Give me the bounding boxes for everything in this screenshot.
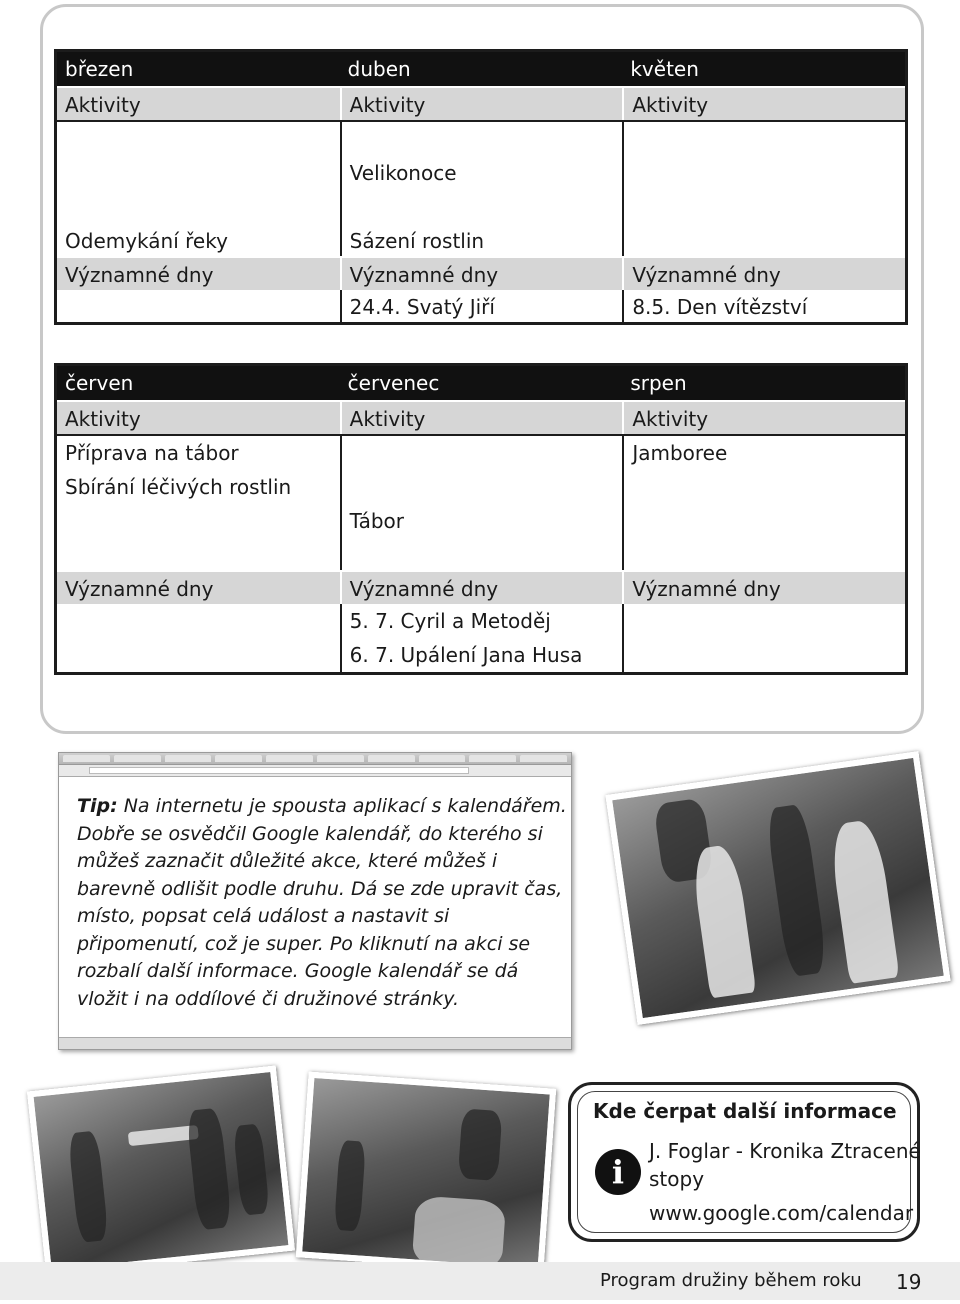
days-label: Významné dny (65, 263, 214, 287)
browser-address-bar (59, 765, 571, 777)
days-cell (57, 290, 340, 322)
day-item (632, 604, 905, 638)
day-item (65, 604, 340, 638)
tip-label: Tip: (77, 795, 118, 817)
activity-item (65, 122, 340, 156)
days-label: Významné dny (340, 572, 623, 604)
page-footer (0, 1262, 960, 1300)
days-cell (340, 604, 623, 672)
photo-hay-bale (296, 1072, 556, 1275)
page-number: 19 (896, 1270, 922, 1294)
days-label-row (57, 256, 905, 290)
days-row (57, 604, 905, 672)
month-header-row (57, 366, 905, 400)
month-header: květen (630, 57, 699, 81)
days-cell (622, 290, 905, 322)
info-box (568, 1082, 920, 1242)
activity-item: Sázení rostlin (349, 229, 485, 253)
activity-item (632, 122, 905, 156)
month-header: duben (347, 57, 411, 81)
tip-box (58, 752, 572, 1050)
activities-row (57, 120, 905, 256)
activities-label-row (57, 400, 905, 434)
activities-label: Aktivity (622, 402, 905, 434)
photo-mummy-game (605, 751, 950, 1025)
footer-title: Program družiny během roku (600, 1270, 862, 1291)
activities-label: Aktivity (65, 93, 141, 117)
month-header: březen (65, 57, 134, 81)
days-label: Významné dny (340, 258, 623, 290)
calendar-table-summer (54, 363, 908, 675)
days-cell (622, 604, 905, 672)
month-header: červenec (347, 371, 440, 395)
day-item: 8.5. Den vítězství (632, 295, 808, 319)
days-row (57, 290, 905, 322)
activity-item: Tábor (349, 509, 404, 533)
month-header: červen (65, 371, 134, 395)
activities-cell (622, 122, 905, 256)
activity-item: Velikonoce (349, 161, 457, 185)
activity-item (65, 190, 340, 224)
activities-cell (340, 122, 623, 256)
activities-cell (622, 436, 905, 570)
photo-outdoor-game (27, 1065, 295, 1276)
activities-cell (57, 122, 340, 256)
day-item: 5. 7. Cyril a Metoděj (349, 609, 551, 633)
activity-item (350, 470, 623, 504)
activity-item: Příprava na tábor (65, 441, 239, 465)
activity-item: Jamboree (632, 441, 728, 465)
month-header-row (57, 52, 905, 86)
day-item (65, 290, 340, 322)
activities-label: Aktivity (340, 88, 623, 120)
calendar-table-spring (54, 49, 908, 325)
activity-item (350, 436, 623, 470)
tip-body: Na internetu je spousta aplikací s kalendářem. Dobře se osvědčil Google kalendář, do kterého si můžeš zaznačit důležité akce, které můžeš i barevně odlišit podle druhu. Dá se zde upravit čas, místo, popsat celá událost a nastavit si připomenutí, což je super. Po kliknutí na akci se rozbalí další informace. Google kalendář se dá vložit i na oddílové či družinové stránky. (77, 795, 567, 1010)
activity-item (350, 190, 623, 224)
info-link[interactable]: www.google.com/calendar (649, 1201, 914, 1225)
info-source: stopy (649, 1167, 705, 1191)
activities-cell (340, 436, 623, 570)
activity-item (65, 156, 340, 190)
activity-item: Sbírání léčivých rostlin (65, 475, 292, 499)
days-label: Významné dny (622, 572, 905, 604)
activities-label: Aktivity (340, 402, 623, 434)
day-item: 6. 7. Upálení Jana Husa (349, 643, 583, 667)
info-title: Kde čerpat další informace (593, 1099, 897, 1123)
activity-item: Odemykání řeky (65, 229, 228, 253)
activities-label-row (57, 86, 905, 120)
days-label: Významné dny (65, 577, 214, 601)
days-cell (340, 290, 623, 322)
month-header: srpen (630, 371, 687, 395)
days-label: Významné dny (622, 258, 905, 290)
days-label-row (57, 570, 905, 604)
browser-status-bar (59, 1037, 571, 1049)
activities-row (57, 434, 905, 570)
day-item: 24.4. Svatý Jiří (349, 295, 495, 319)
activities-cell (57, 436, 340, 570)
activities-label: Aktivity (622, 88, 905, 120)
days-cell (57, 604, 340, 672)
info-source: J. Foglar - Kronika Ztracené (649, 1139, 921, 1163)
tip-text (77, 793, 567, 1013)
activity-item (350, 122, 623, 156)
browser-tab-strip (59, 753, 571, 765)
activities-label: Aktivity (65, 407, 141, 431)
info-icon: i (595, 1149, 641, 1195)
